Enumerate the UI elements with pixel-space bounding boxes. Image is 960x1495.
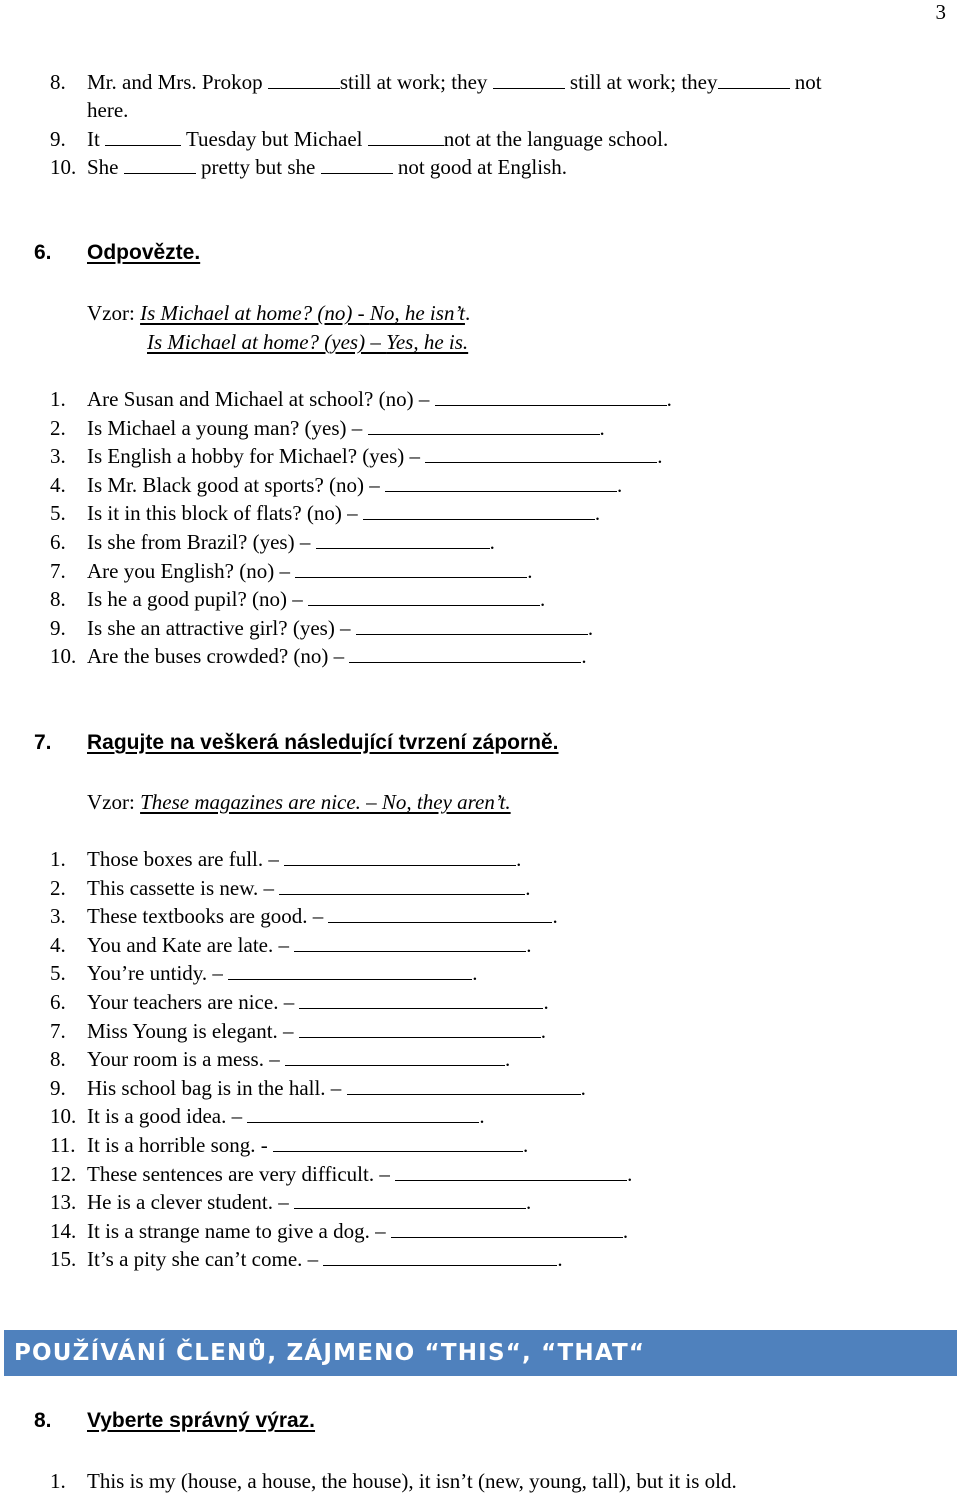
answer-blank[interactable] xyxy=(247,1103,479,1123)
text-segment: pretty but she xyxy=(201,155,316,179)
item-text: Miss Young is elegant. – xyxy=(87,1018,299,1043)
item-number: 8. xyxy=(50,1047,66,1072)
example-question: Is Michael at home? (no) - xyxy=(140,301,370,325)
answer-blank[interactable] xyxy=(294,1189,526,1209)
item-text: He is a clever student. – xyxy=(87,1190,295,1215)
vzor-label: Vzor: xyxy=(87,790,135,814)
answer-blank[interactable] xyxy=(284,846,516,866)
period: . xyxy=(580,1075,586,1100)
item-number: 11. xyxy=(50,1133,76,1157)
item-text: Is she an attractive girl? (yes) – xyxy=(87,615,356,640)
ex7-heading xyxy=(0,728,960,758)
text-segment: She xyxy=(87,155,119,179)
period: . xyxy=(552,904,558,929)
item-text: This cassette is new. – xyxy=(87,875,280,900)
answer-blank[interactable] xyxy=(323,1246,557,1266)
answer-blank[interactable] xyxy=(368,415,600,435)
item-number: 4. xyxy=(50,472,66,497)
item-text: You and Kate are late. – xyxy=(87,932,295,957)
period: . xyxy=(479,1104,485,1129)
text-segment: not xyxy=(794,70,822,94)
period: . xyxy=(622,1218,629,1243)
item-number: 7. xyxy=(50,1018,66,1043)
period: . xyxy=(540,1018,547,1043)
exercise-number: 6. xyxy=(34,241,52,264)
item-text: This is my (house, a house, the house), it isn’t (new, young, tall), but it is old. xyxy=(87,1469,737,1493)
exercise-title: Odpovězte. xyxy=(87,241,201,264)
answer-blank[interactable] xyxy=(299,1018,541,1038)
period: . xyxy=(527,558,533,583)
text-segment: not good at English. xyxy=(397,155,567,179)
text-segment: still at work; they xyxy=(569,70,718,94)
answer-blank[interactable] xyxy=(347,1075,581,1095)
period: . xyxy=(516,847,522,871)
exercise-number: 8. xyxy=(34,1409,52,1432)
vzor-label: Vzor: xyxy=(87,301,135,325)
period: . xyxy=(526,932,532,957)
item-text: Are you English? (no) – xyxy=(87,558,296,583)
item-text: Is Mr. Black good at sports? (no) – xyxy=(87,472,386,497)
period: . xyxy=(523,1133,529,1157)
item-number: 5. xyxy=(50,501,66,526)
item-text: These sentences are very difficult. – xyxy=(87,1161,396,1186)
exercise-number: 7. xyxy=(34,731,52,754)
period: . xyxy=(666,387,672,411)
item-text: Those boxes are full. – xyxy=(87,847,285,871)
example-answer: No, he isn’t xyxy=(369,301,465,325)
item-number: 6. xyxy=(50,530,66,554)
item-number: 1. xyxy=(50,847,66,871)
answer-blank[interactable] xyxy=(105,126,181,146)
period: . xyxy=(599,415,605,440)
period: . xyxy=(525,875,531,900)
period: . xyxy=(526,1190,532,1215)
item-text: Are the buses crowded? (no) – xyxy=(87,644,350,669)
ex6-heading xyxy=(0,238,960,268)
answer-blank[interactable] xyxy=(268,69,340,89)
item-number: 7. xyxy=(50,558,66,583)
answer-blank[interactable] xyxy=(395,1161,627,1181)
answer-blank[interactable] xyxy=(493,69,565,89)
item-text: It is a good idea. – xyxy=(87,1104,248,1129)
item-text: His school bag is in the hall. – xyxy=(87,1075,347,1100)
item-text: Is she from Brazil? (yes) – xyxy=(87,530,316,554)
item-text: It is a strange name to give a dog. – xyxy=(87,1218,391,1243)
item-number: 14. xyxy=(50,1218,77,1243)
answer-blank[interactable] xyxy=(316,529,490,549)
answer-blank[interactable] xyxy=(328,903,552,923)
item-number: 2. xyxy=(50,415,66,440)
item-number: 10. xyxy=(50,155,77,179)
answer-blank[interactable] xyxy=(294,932,526,952)
period: . xyxy=(557,1247,563,1272)
answer-blank[interactable] xyxy=(273,1132,523,1152)
answer-blank[interactable] xyxy=(435,386,667,406)
text-segment: still at work; they xyxy=(339,70,488,94)
item-number: 8. xyxy=(50,70,66,94)
item-text: Your teachers are nice. – xyxy=(87,990,300,1014)
item-number: 2. xyxy=(50,875,66,900)
item-text: Is it in this block of flats? (no) – xyxy=(87,501,363,526)
example-sentence: These magazines are nice. – No, they aren’t. xyxy=(140,790,511,814)
page-number: 3 xyxy=(935,0,946,24)
answer-blank[interactable] xyxy=(279,875,525,895)
answer-blank[interactable] xyxy=(308,586,540,606)
period: . xyxy=(581,644,587,669)
item-number: 8. xyxy=(50,587,66,612)
item-number: 13. xyxy=(50,1190,77,1215)
period: . xyxy=(587,615,594,640)
text-segment: Mr. and Mrs. Prokop xyxy=(87,70,263,94)
item-number: 12. xyxy=(50,1161,77,1186)
answer-blank[interactable] xyxy=(391,1218,623,1238)
answer-blank[interactable] xyxy=(228,960,472,980)
example-question: Is Michael at home? (yes) – xyxy=(147,330,387,354)
item-number: 3. xyxy=(50,904,66,929)
item-text: Is he a good pupil? (no) – xyxy=(87,587,309,612)
item-number: 10. xyxy=(50,1104,77,1129)
period: . xyxy=(594,501,601,526)
ex8-heading xyxy=(0,1406,960,1436)
answer-blank[interactable] xyxy=(285,1046,505,1066)
text-segment: It xyxy=(87,127,100,151)
answer-blank[interactable] xyxy=(295,558,527,578)
item-number: 10. xyxy=(50,644,77,669)
item-number: 15. xyxy=(50,1247,77,1272)
exercise-title: Vyberte správný výraz. xyxy=(87,1409,316,1432)
item-text: These textbooks are good. – xyxy=(87,904,329,929)
item-number: 9. xyxy=(50,615,66,640)
item-number: 9. xyxy=(50,1075,66,1100)
text-segment: Tuesday but Michael xyxy=(185,127,363,151)
answer-blank[interactable] xyxy=(321,154,393,174)
answer-blank[interactable] xyxy=(124,154,196,174)
period: . xyxy=(617,472,623,497)
item-number: 3. xyxy=(50,444,66,469)
period: . xyxy=(540,587,546,612)
period: . xyxy=(504,1047,511,1072)
exercise-title: Ragujte na veškerá následující tvrzení záporně. xyxy=(87,731,559,754)
item-text: Are Susan and Michael at school? (no) – xyxy=(87,387,435,411)
period: . xyxy=(489,530,495,554)
example-answer: Yes, he is. xyxy=(386,330,469,354)
answer-blank[interactable] xyxy=(299,989,543,1009)
answer-blank[interactable] xyxy=(718,69,790,89)
example-end: . xyxy=(464,301,471,325)
item-text: You’re untidy. – xyxy=(87,961,229,986)
item-number: 1. xyxy=(50,1469,66,1493)
answer-blank[interactable] xyxy=(368,126,444,146)
item-text: It’s a pity she can’t come. – xyxy=(87,1247,324,1272)
item-text: Is English a hobby for Michael? (yes) – xyxy=(87,444,426,469)
item-text: Is Michael a young man? (yes) – xyxy=(87,415,368,440)
item-text: Your room is a mess. – xyxy=(87,1047,285,1072)
answer-blank[interactable] xyxy=(349,643,581,663)
answer-blank[interactable] xyxy=(363,500,595,520)
item-number: 9. xyxy=(50,127,66,151)
text-segment: not at the language school. xyxy=(443,127,669,151)
item-text: It is a horrible song. - xyxy=(87,1133,274,1157)
period: . xyxy=(627,1161,633,1186)
answer-blank[interactable] xyxy=(356,615,588,635)
period: . xyxy=(472,961,478,986)
answer-blank[interactable] xyxy=(425,443,657,463)
item-number: 4. xyxy=(50,932,66,957)
answer-blank[interactable] xyxy=(385,472,617,492)
period: . xyxy=(543,990,549,1014)
period: . xyxy=(657,444,663,469)
item-number: 6. xyxy=(50,990,66,1014)
item-number: 1. xyxy=(50,387,66,411)
section-banner: POUŽÍVÁNÍ ČLENŮ, ZÁJMENO “THIS“, “THAT“ xyxy=(4,1330,957,1376)
item-number: 5. xyxy=(50,961,66,986)
